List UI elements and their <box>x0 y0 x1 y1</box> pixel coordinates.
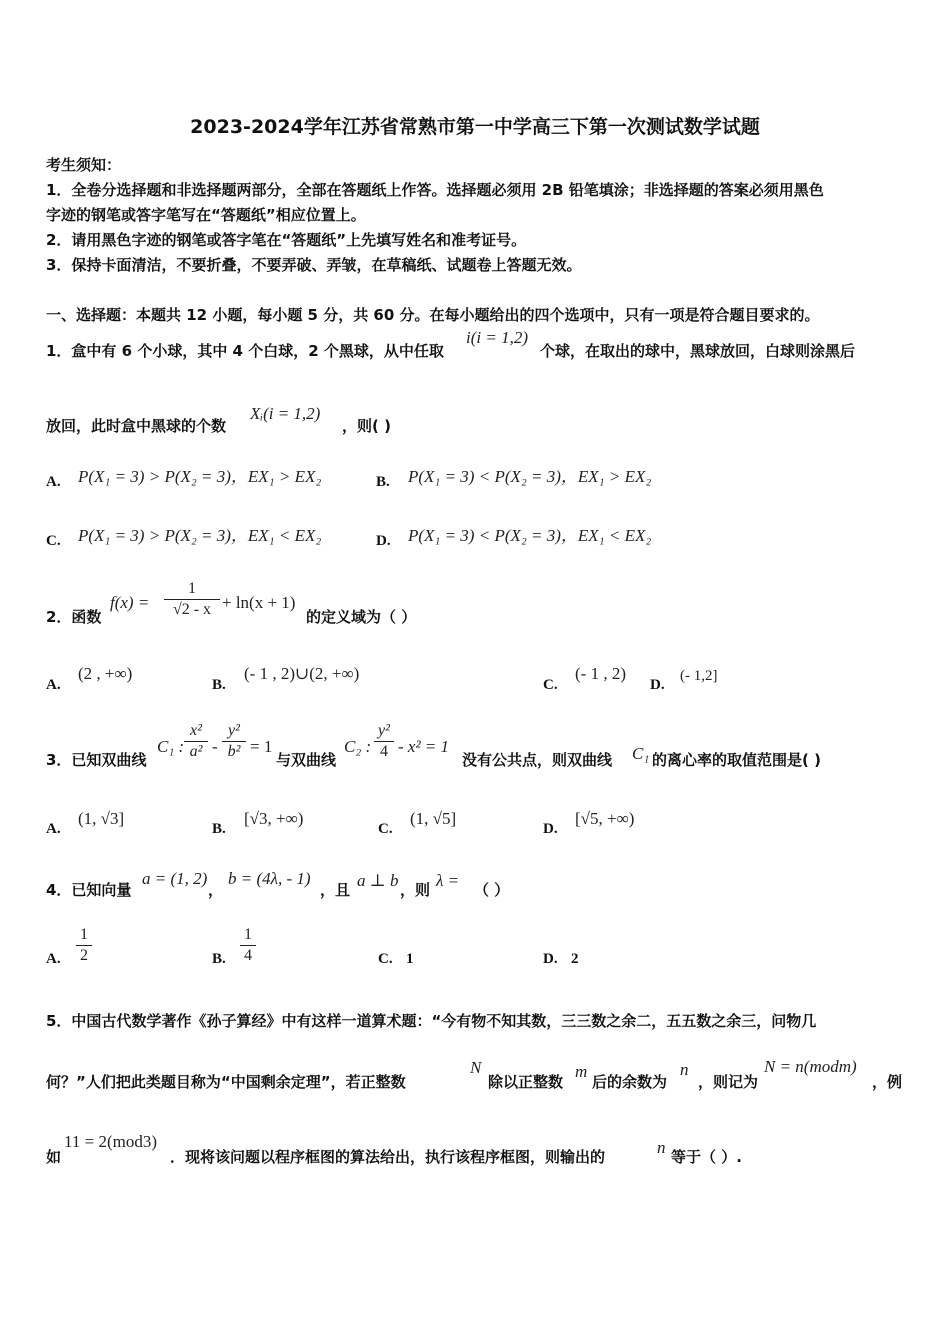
notice-line-2: 2．请用黑色字迹的钢笔或答字笔在“答题纸”上先填写姓名和准考证号。 <box>46 231 527 249</box>
q5-mod-notation: N = n(modm) <box>764 1057 857 1076</box>
page-title: 2023-2024学年江苏省常熟市第一中学高三下第一次测试数学试题 <box>190 116 760 138</box>
q3-eq-1: = 1 <box>250 737 273 756</box>
q4-option-a-label[interactable]: A. <box>46 951 61 967</box>
q4-option-d[interactable]: 2 <box>571 951 579 967</box>
q1-option-c[interactable]: P(X₁ = 3) > P(X₂ = 3)，EX₁ < EX₂ <box>78 526 322 545</box>
q5-text-7: 如 <box>46 1148 62 1166</box>
q2-denominator: √2 - x <box>172 601 212 618</box>
q5-text-8: ．现将该问题以程序框图的算法给出，执行该程序框图，则输出的 <box>170 1148 606 1166</box>
q1-option-d-label[interactable]: D. <box>376 533 391 549</box>
q2-option-a-label[interactable]: A. <box>46 677 61 693</box>
q4-option-a-den: 2 <box>80 947 88 964</box>
notice-line-3: 3．保持卡面清洁，不要折叠，不要弄破、弄皱，在草稿纸、试题卷上答题无效。 <box>46 256 582 274</box>
q3-eq-2: - x² = 1 <box>398 737 450 756</box>
q3-frac-y4-den: 4 <box>380 743 388 760</box>
q5-var-n: n <box>680 1060 689 1079</box>
q3-text-4: 的离心率的取值范围是( ) <box>652 751 821 769</box>
section-heading: 一、选择题：本题共 12 小题，每小题 5 分，共 60 分。在每小题给出的四个选项中，只有一项是符合题目要求的。 <box>46 306 820 324</box>
notice-heading: 考生须知： <box>46 156 122 174</box>
q4-option-b-label[interactable]: B. <box>212 951 226 967</box>
q4-perp: a ⊥ b <box>357 871 399 890</box>
q5-text-6: ，例 <box>872 1073 903 1091</box>
q4-comma: ， <box>208 881 224 899</box>
q2-text-2: 的定义域为（ ） <box>306 608 417 626</box>
q2-option-b-label[interactable]: B. <box>212 677 226 693</box>
q4-option-a[interactable] <box>76 926 92 965</box>
q1-math-x: Xᵢ(i = 1,2) <box>250 404 321 423</box>
notice-line-1b: 字迹的钢笔或答字笔写在“答题纸”相应位置上。 <box>46 206 366 224</box>
q2-text-1: 2．函数 <box>46 608 102 626</box>
q3-text-1: 3．已知双曲线 <box>46 751 147 769</box>
q3-option-b-label[interactable]: B. <box>212 821 226 837</box>
q3-c1-ref: C₁ <box>632 744 650 763</box>
q4-option-b-den: 4 <box>244 947 252 964</box>
q2-ln-term: + ln(x + 1) <box>222 593 296 612</box>
q4-option-b-bar <box>240 945 256 946</box>
q3-option-b[interactable]: [√3, +∞) <box>244 809 304 828</box>
q5-text-5: ，则记为 <box>698 1073 759 1091</box>
q3-frac-x-num: x² <box>190 722 202 739</box>
notice-line-1a: 1．全卷分选择题和非选择题两部分，全部在答题纸上作答。选择题必须用 2B 铅笔填涂；非选择题的答案必须用黑色 <box>46 181 824 199</box>
q2-option-c-label[interactable]: C. <box>543 677 558 693</box>
q4-option-a-num: 1 <box>80 926 88 943</box>
q4-option-a-bar <box>76 945 92 946</box>
q1-text-1: 1．盒中有 6 个小球，其中 4 个白球，2 个黑球，从中任取 <box>46 342 444 360</box>
q5-text-9: 等于（ ）. <box>671 1148 742 1166</box>
q4-vector-b: b = (4λ, - 1) <box>228 869 311 888</box>
q3-c1-label: C₁ : <box>157 737 185 756</box>
q4-option-b-num: 1 <box>244 926 252 943</box>
q1-math-i: i(i = 1,2) <box>466 328 528 347</box>
q3-text-2: 与双曲线 <box>276 751 337 769</box>
q4-option-c[interactable]: 1 <box>406 951 414 967</box>
q2-fx: f(x) = <box>110 593 150 612</box>
q1-text-2: 个球，在取出的球中，黑球放回，白球则涂黑后 <box>540 342 856 360</box>
q3-option-d-label[interactable]: D. <box>543 821 558 837</box>
q3-frac-y-num: y² <box>228 722 240 739</box>
q4-text-3: ，则 <box>400 881 431 899</box>
q2-option-c[interactable]: (- 1 , 2) <box>575 664 626 683</box>
q4-option-c-label[interactable]: C. <box>378 951 393 967</box>
q1-option-a-label[interactable]: A. <box>46 474 61 490</box>
q4-text-4: （ ） <box>474 881 510 899</box>
q4-text-2: ，且 <box>320 881 351 899</box>
q3-text-3: 没有公共点，则双曲线 <box>462 751 613 769</box>
q1-text-4: ，则( ) <box>342 417 391 435</box>
q3-frac-x-den: a² <box>189 743 203 760</box>
q1-text-3: 放回，此时盒中黑球的个数 <box>46 417 227 435</box>
q5-var-m: m <box>575 1062 588 1081</box>
q2-option-b[interactable]: (- 1 , 2)∪(2, +∞) <box>244 664 360 683</box>
q3-c2-label: C₂ : <box>344 737 372 756</box>
q4-lambda: λ = <box>436 871 460 890</box>
q3-minus: - <box>212 737 218 756</box>
q3-frac-y <box>222 722 246 761</box>
q4-vector-a: a = (1, 2) <box>142 869 208 888</box>
q3-frac-x-bar <box>184 741 208 742</box>
q2-fraction-bar <box>164 599 220 600</box>
q1-option-c-label[interactable]: C. <box>46 533 61 549</box>
q3-option-a[interactable]: (1, √3] <box>78 809 125 828</box>
q4-option-d-label[interactable]: D. <box>543 951 558 967</box>
q5-text-2: 何？”人们把此类题目称为“中国剩余定理”，若正整数 <box>46 1073 406 1091</box>
q4-option-b[interactable] <box>240 926 256 965</box>
q5-var-n-output: n <box>657 1138 666 1157</box>
q5-example: 11 = 2(mod3) <box>64 1132 158 1151</box>
q3-option-d[interactable]: [√5, +∞) <box>575 809 635 828</box>
q5-text-1: 5．中国古代数学著作《孙子算经》中有这样一道算术题：“今有物不知其数，三三数之余二，五五数之余三，问物几 <box>46 1012 817 1030</box>
q1-option-b-label[interactable]: B. <box>376 474 390 490</box>
q3-option-c[interactable]: (1, √5] <box>410 809 457 828</box>
q3-option-c-label[interactable]: C. <box>378 821 393 837</box>
q3-frac-y4-num: y² <box>378 722 390 739</box>
q5-text-3: 除以正整数 <box>488 1073 564 1091</box>
q3-frac-y-bar <box>222 741 246 742</box>
q3-option-a-label[interactable]: A. <box>46 821 61 837</box>
q2-fraction <box>164 580 220 619</box>
q1-option-a[interactable]: P(X₁ = 3) > P(X₂ = 3)，EX₁ > EX₂ <box>78 467 322 486</box>
q5-text-4: 后的余数为 <box>592 1073 668 1091</box>
q3-frac-y4 <box>374 722 394 761</box>
q1-option-b[interactable]: P(X₁ = 3) < P(X₂ = 3)，EX₁ > EX₂ <box>408 467 652 486</box>
q2-numerator: 1 <box>188 580 196 597</box>
q3-frac-y-den: b² <box>227 743 241 760</box>
q2-option-d[interactable]: (- 1,2] <box>680 668 718 684</box>
q1-option-d[interactable]: P(X₁ = 3) < P(X₂ = 3)，EX₁ < EX₂ <box>408 526 652 545</box>
q4-text-1: 4．已知向量 <box>46 881 132 899</box>
q3-frac-y4-bar <box>374 741 394 742</box>
q2-option-d-label[interactable]: D. <box>650 677 665 693</box>
q5-var-N: N <box>470 1058 482 1077</box>
q3-frac-x <box>184 722 208 761</box>
q2-option-a[interactable]: (2 , +∞) <box>78 664 133 683</box>
